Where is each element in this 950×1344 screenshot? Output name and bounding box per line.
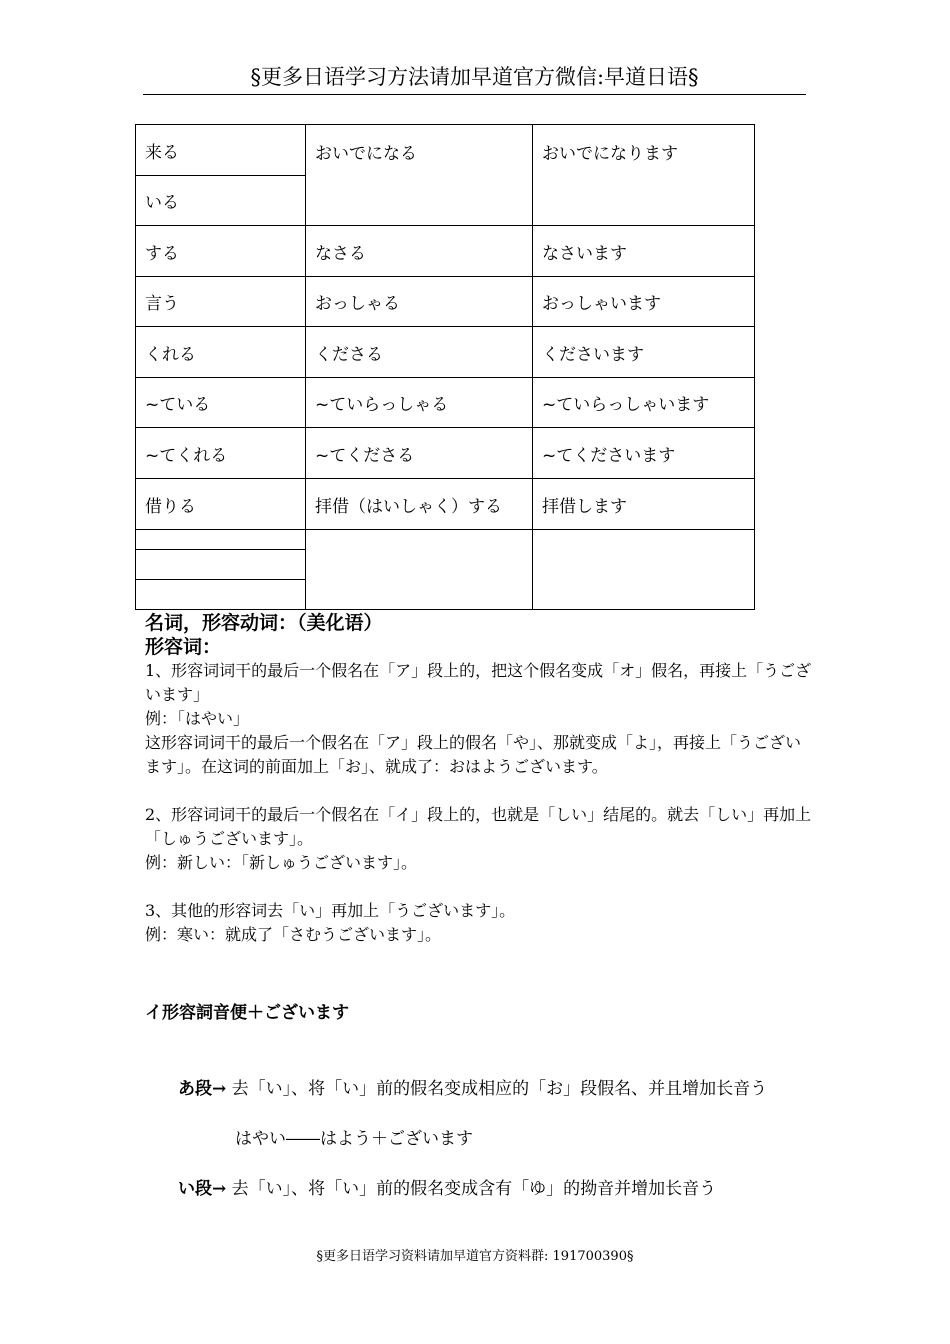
rule-3: 3、其他的形容词去「い」再加上「うございます」。 <box>145 901 516 920</box>
a-dan-example: はやい――はよう＋ございます <box>235 1129 473 1149</box>
table-row <box>136 479 755 530</box>
table-row <box>136 530 755 550</box>
a-dan-rule <box>178 1074 767 1099</box>
table-row <box>136 327 755 378</box>
table-cell-empty <box>136 580 306 610</box>
table-cell: くださいます <box>533 327 755 378</box>
sub-heading: イ形容詞音便＋ございます <box>145 1003 349 1023</box>
table-cell: ~てくれる <box>136 428 306 479</box>
table-cell-empty <box>533 530 755 610</box>
table-row <box>136 226 755 277</box>
table-cell: おいでになる <box>306 125 533 226</box>
a-dan-text: 去「い」、将「い」前的假名变成相应的「お」段假名、并且增加长音う <box>231 1079 768 1099</box>
table-cell: くれる <box>136 327 306 378</box>
adjective-explanation <box>145 611 815 947</box>
table-cell: ~てくださいます <box>533 428 755 479</box>
table-cell: いる <box>136 176 306 226</box>
honorific-verb-table <box>135 124 755 610</box>
table-cell: ~ていらっしゃいます <box>533 378 755 428</box>
table-cell: 拝借（はいしゃく）する <box>306 479 533 530</box>
table-cell: ~ている <box>136 378 306 428</box>
example-3: 例：寒い：就成了「さむうございます」。 <box>145 925 442 944</box>
example-1-detail: 这形容词词干的最后一个假名在「ア」段上的假名「や」、那就变成「よ」，再接上「うございます」。在这词的前面加上「お」、就成了：おはようございます。 <box>145 733 802 776</box>
example-2: 例：新しい：「新しゅうございます」。 <box>145 853 418 872</box>
table-row <box>136 428 755 479</box>
rule-2: 2、形容词词干的最后一个假名在「イ」段上的，也就是「しい」结尾的。就去「しい」再加上「しゅうございます」。 <box>145 805 812 848</box>
table-cell: おっしゃいます <box>533 277 755 327</box>
table-cell: 言う <box>136 277 306 327</box>
table-cell-empty <box>136 550 306 580</box>
table-cell: くださる <box>306 327 533 378</box>
table-cell: 借りる <box>136 479 306 530</box>
table-cell: おっしゃる <box>306 277 533 327</box>
table-cell: する <box>136 226 306 277</box>
table-cell-empty <box>136 530 306 550</box>
rule-1: 1、形容词词干的最后一个假名在「ア」段上的，把这个假名变成「オ」假名，再接上「うございます」 <box>145 661 812 704</box>
table-cell: 拝借します <box>533 479 755 530</box>
table-cell: ~ていらっしゃる <box>306 378 533 428</box>
table-cell: なさる <box>306 226 533 277</box>
table-cell: おいでになります <box>533 125 755 226</box>
table-row <box>136 277 755 327</box>
table-cell: 来る <box>136 125 306 176</box>
table-row <box>136 125 755 176</box>
i-dan-text: 去「い」、将「い」前的假名变成含有「ゆ」的拗音并增加长音う <box>231 1179 717 1199</box>
table-cell-empty <box>306 530 533 610</box>
table-cell: なさいます <box>533 226 755 277</box>
page-footer: §更多日语学习资料请加早道官方资料群: 191700390§ <box>316 1249 634 1264</box>
i-dan-label: い段→ <box>178 1179 227 1199</box>
table-cell: ~てくださる <box>306 428 533 479</box>
table-row <box>136 378 755 428</box>
example-1: 例：「はやい」 <box>145 709 250 728</box>
i-dan-rule <box>178 1174 716 1199</box>
section-subtitle: 形容词： <box>145 636 222 658</box>
a-dan-label: あ段→ <box>178 1079 227 1099</box>
page-header: §更多日语学习方法请加早道官方微信:早道日语§ <box>143 62 806 95</box>
section-title: 名词，形容动词：（美化语） <box>145 612 383 634</box>
